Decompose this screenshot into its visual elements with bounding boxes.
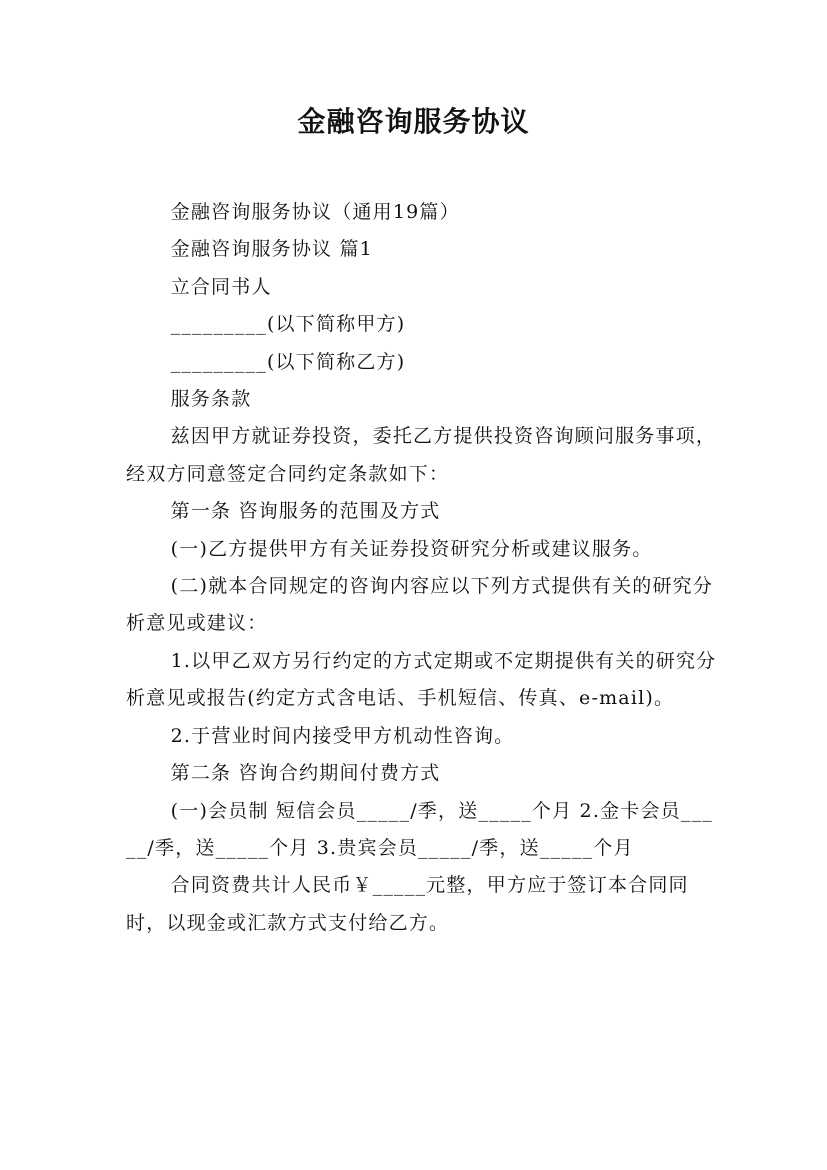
paragraph-intro: 兹因甲方就证券投资，委托乙方提供投资咨询顾问服务事项，经双方同意签定合同约定条款如下： [126, 425, 717, 485]
document-title: 金融咨询服务协议 [297, 105, 530, 138]
paragraph-party-a: _________(以下简称甲方) [170, 313, 406, 336]
paragraph-article-1-item-1: (一)乙方提供甲方有关证券投资研究分析或建议服务。 [170, 537, 653, 560]
paragraph-article-1-item-2: (二)就本合同规定的咨询内容应以下列方式提供有关的研究分析意见或建议： [126, 575, 714, 635]
paragraph-party-b: _________(以下简称乙方) [170, 350, 406, 373]
paragraph-total-fee: 合同资费共计人民币￥_____元整，甲方应于签订本合同同时，以现金或汇款方式支付给乙方。 [126, 874, 689, 934]
paragraph-method-2: 2.于营业时间内接受甲方机动性咨询。 [170, 724, 515, 747]
paragraph-article-1: 第一条 咨询服务的范围及方式 [170, 500, 441, 523]
document-body [126, 194, 722, 942]
paragraph-membership-fees: (一)会员制 短信会员_____/季，送_____个月 2.金卡会员_____/季，送_____个月 3.贵宾会员_____/季，送_____个月 [126, 799, 713, 859]
paragraph-contract-parties-label: 立合同书人 [170, 275, 272, 298]
paragraph-service-terms: 服务条款 [170, 388, 252, 411]
paragraph-subtitle: 金融咨询服务协议（通用19篇） [170, 201, 460, 223]
paragraph-article-2: 第二条 咨询合约期间付费方式 [170, 762, 441, 785]
paragraph-section-heading: 金融咨询服务协议 篇1 [170, 238, 373, 261]
paragraph-method-1: 1.以甲乙双方另行约定的方式定期或不定期提供有关的研究分析意见或报告(约定方式含电话、手机短信、传真、e-mail)。 [126, 649, 717, 710]
